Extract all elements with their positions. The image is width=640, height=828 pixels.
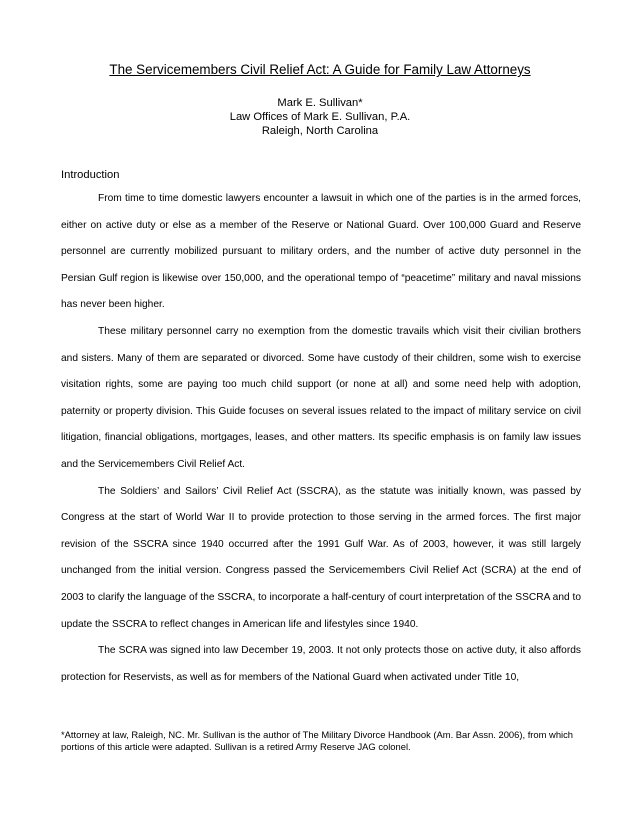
footnote: *Attorney at law, Raleigh, NC. Mr. Sullivan is the author of The Military Divorce Handbook (Am. Bar Assn. 2006), from which portions of this article were adapted. Sullivan is a retired Army Reserve JAG colonel.: [61, 729, 574, 752]
body-text: [61, 186, 581, 691]
author-location: Raleigh, North Carolina: [261, 125, 379, 137]
paragraph: The Soldiers’ and Sailors’ Civil Relief Act (SSCRA), as the statute was initially known, was passed by Congress at the start of World War II to provide protection to those serving in the armed forces. The first major revision of the SSCRA since 1940 occurred after the 1991 Gulf War. As of 2003, however, it was still largely unchanged from the initial version. Congress passed the Servicemembers Civil Relief Act (SCRA) at the end of 2003 to clarify the language of the SSCRA, to incorporate a half-century of court interpretation of the SSCRA and to update the SSCRA to reflect changes in American life and lifestyles since 1940.: [61, 485, 581, 630]
author-block: [0, 96, 640, 138]
section-heading: Introduction: [61, 169, 120, 181]
paragraph: These military personnel carry no exemption from the domestic travails which visit their civilian brothers and sisters. Many of them are separated or divorced. Some have custody of their children, some wish to exercise visitation rights, some are paying too much child support (or none at all) and some need help with adoption, paternity or property division. This Guide focuses on several issues related to the impact of military service on civil litigation, financial obligations, mortgages, leases, and other matters. Its specific emphasis is on family law issues and the Servicemembers Civil Relief Act.: [61, 325, 581, 470]
author-name: Mark E. Sullivan*: [277, 97, 363, 109]
paragraph: From time to time domestic lawyers encounter a lawsuit in which one of the parties is in the armed forces, either on active duty or else as a member of the Reserve or National Guard. Over 100,000 Guard and Reserve personnel are currently mobilized pursuant to military orders, and the number of active duty personnel in the Persian Gulf region is likewise over 150,000, and the operational tempo of “peacetime” military and naval missions has never been higher.: [61, 193, 581, 311]
document-title: The Servicemembers Civil Relief Act: A Guide for Family Law Attorneys: [109, 62, 531, 77]
paragraph: The SCRA was signed into law December 19, 2003. It not only protects those on active duty, it also affords protection for Reservists, as well as for members of the National Guard when activated under Title 10,: [61, 645, 581, 683]
author-firm: Law Offices of Mark E. Sullivan, P.A.: [229, 111, 411, 123]
